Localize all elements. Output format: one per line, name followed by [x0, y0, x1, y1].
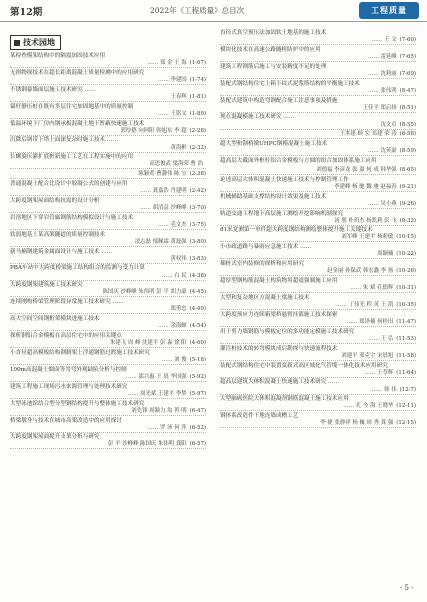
entry-authors-line [10, 289, 206, 297]
entry-page: (9-26) [399, 200, 416, 207]
entry-title: 沉降后调带下塔上面深复杂时施工技术 …… [10, 137, 119, 144]
toc-entry [10, 198, 206, 213]
toc-entry [220, 167, 416, 175]
entry-authors-line [10, 323, 206, 331]
entry-authors: …… 孔 今 海 王晓华 [343, 403, 394, 410]
entry-page: (10-15) [396, 234, 416, 241]
entry-page: (12-11) [396, 403, 416, 410]
entry-title: 钢体系改造件下地连墙成槽工艺 [220, 413, 299, 420]
entry-page: (10-22) [396, 251, 416, 258]
toc-entry [10, 265, 206, 280]
toc-entry [10, 87, 206, 102]
entry-authors: …… 丁伟光 程 英 王 凯 [336, 302, 394, 309]
entry-authors-line [220, 285, 416, 293]
toc-entry [10, 104, 206, 119]
entry-page: (8-59) [399, 148, 416, 155]
entry-page: (9-32) [399, 217, 416, 224]
toc-entry [10, 316, 206, 331]
toc-entry [220, 278, 416, 293]
entry-title: 超高层建筑大体积混凝土快速施工技术研究 …… [220, 379, 340, 386]
entry-authors-line [220, 336, 416, 344]
entry-page: (6-57) [189, 441, 206, 448]
toc-entry [10, 121, 206, 136]
toc-entry [220, 261, 416, 276]
toc-entry [220, 158, 416, 165]
entry-page: (5-18) [189, 357, 206, 364]
entry-authors-line [10, 391, 206, 399]
entry-title: 建筑工程钢筋后施工与安装精度不足的处理 [220, 63, 327, 70]
left-column [10, 30, 206, 451]
entry-authors-line [10, 145, 206, 153]
entry-authors: …… 胡清益 沙峰峰 [140, 205, 187, 212]
toc-list-right [220, 30, 416, 428]
entry-title: 超高层大截面外框柱铝合金模板与方圆的组合加固体系施工应用 [220, 158, 377, 165]
entry-authors: 赵金丽 孙保武 韩宏鑫 李 扬 [327, 268, 394, 275]
entry-authors: 沈文卓 [380, 121, 397, 128]
toc-entry [220, 329, 416, 344]
section-heading: 技术园地 [10, 35, 61, 50]
entry-authors: …… 毛文杰 [158, 221, 187, 228]
entry-authors-line [220, 167, 416, 175]
entry-title: 现在混凝模施工技术研究 …… [220, 114, 295, 121]
entry-title: 某检查模架结构中的隔震加固技术应用 [10, 53, 106, 59]
entry-authors-line [220, 218, 416, 226]
toc-entry [10, 434, 206, 449]
entry-title: 连续刚构桥梁管理阶段异常施工技术研究 …… [10, 299, 124, 306]
entry-page: (8-55) [399, 121, 416, 128]
entry-authors-line [220, 251, 416, 259]
entry-authors: 刘建平 邓克宇 宋晨旭 [341, 352, 394, 359]
entry-authors-line [220, 71, 416, 79]
entry-page: (7-65) [399, 53, 416, 60]
entry-authors: 李 捷 张静祥 杨 巍 琼 秀 龚 强 [320, 420, 394, 427]
toc-entry [10, 249, 206, 264]
entry-title: 大跨度钢架屋面提升支架分析与研究 [10, 434, 100, 441]
entry-authors-line [220, 54, 416, 62]
entry-title: 灌注桩技术的转弯模块成后勘探与快速流程技术 [220, 345, 338, 352]
entry-title: 锚杆静压桩在既有多层住宅加固地基中的质量控制 [10, 103, 134, 110]
entry-title: 软弱地基上某高架隧道的质量控制技术 [10, 231, 106, 238]
entry-page: (10-31) [396, 285, 416, 292]
entry-authors: 黄海彬 [170, 144, 187, 151]
entry-page: (6-47) [189, 407, 206, 414]
square-bullet-icon [14, 40, 20, 46]
entry-authors: …… 王苓辉 [364, 369, 394, 376]
entry-title: 大跨度钢架建筑施工技术研究 [10, 282, 83, 289]
toc-entry [220, 413, 416, 428]
entry-page: (11-53) [396, 335, 416, 342]
entry-authors: …… 邵兴惠 王 晨 李国强 [125, 373, 187, 380]
toc-list-left [10, 53, 206, 449]
entry-page: (11-47) [396, 318, 416, 325]
toc-entry [10, 333, 206, 348]
toc-entry [10, 215, 206, 230]
entry-authors: …… 白 民 [161, 272, 187, 279]
entry-authors: …… 周光斌 王建平 李梦 [127, 390, 187, 397]
entry-authors: …… 刘 俊 [161, 357, 187, 364]
entry-title: 新马楠钢建筑金属面设计与施工技术 …… [10, 248, 113, 255]
entry-authors: …… 龚嘉浩 肖建明 [140, 188, 187, 195]
entry-page: (10-35) [396, 302, 416, 309]
entry-title: 机械辅助基础支撑结构设计效果及施工技术 [220, 193, 327, 200]
entry-authors: 郑勇忠 [170, 306, 187, 313]
entry-title: 无损物探技术在超长距离混凝土质量检测中的应用研究 [10, 69, 145, 76]
entry-page: (7-69) [399, 70, 416, 77]
entry-title: 桥梁墩身与技术在城市高架改造中的应用探讨 [10, 417, 122, 424]
entry-authors: …… 韩 伟 [371, 386, 397, 393]
entry-authors-line [220, 37, 416, 45]
toc-entry [10, 137, 206, 152]
entry-page: (8-65) [399, 166, 416, 173]
toc-entry [10, 171, 206, 179]
entry-authors: …… 吴小燕 [368, 200, 397, 207]
entry-authors-line [10, 408, 206, 416]
entry-authors: …… 郑泽楠 何桂田 [346, 318, 394, 325]
entry-authors: 王佳平 郑启扬 [362, 104, 397, 111]
entry-page: (12-15) [396, 420, 416, 427]
entry-page: (3-80) [189, 238, 206, 245]
toc-entry [220, 295, 416, 310]
entry-page: (3-70) [189, 205, 206, 212]
entry-page: (4-38) [189, 272, 206, 279]
entry-authors-line [220, 88, 416, 96]
toc-entry [220, 211, 416, 226]
toc-entry [220, 363, 416, 378]
entry-page: (3-75) [189, 221, 206, 228]
entry-authors-line [10, 306, 206, 314]
entry-authors-line [10, 441, 206, 449]
entry-page: (1-89) [189, 110, 206, 117]
entry-title: 装配式钢结构住宅上箱下纹式泥浆筋结构的平衡施工技术 [220, 80, 360, 87]
entry-title: 大型泳池馆结合型分型钢结构提升与整体施工技术研究 [10, 400, 145, 407]
entry-title: 长螺旋压灌扩底桩新施工工艺在工程实施中的应用 [10, 154, 134, 161]
entry-page: (1-81) [189, 93, 206, 100]
entry-title: 直径式真空预压法加固软土地基的施工技术 [220, 30, 327, 36]
entry-authors-line [220, 403, 416, 411]
entry-authors: …… 王 文 [371, 37, 397, 44]
entry-authors: 李建峰 杨 驰 魏 驰 赵福春 [334, 183, 397, 190]
toc-entry [10, 70, 206, 85]
entry-authors-line [220, 201, 416, 209]
toc-entry [220, 30, 416, 45]
entry-page: (11-58) [396, 352, 416, 359]
toc-entry [220, 379, 416, 394]
toc-entry [220, 81, 416, 96]
toc-entry [220, 47, 416, 62]
entry-authors: …… 余海鲸 [158, 323, 187, 330]
entry-title: 小直径超高模板结构钢制架上浮通钢筋过渡施工技术研究 [10, 349, 150, 356]
entry-title: 大型肺癌医院大体积混凝剂钢筋混凝土施工技术应用 [220, 396, 349, 403]
entry-title: 100m高混凝土烟囱等弯弯外观缺陷分析与控制 [10, 366, 127, 373]
entry-authors: …… 罗 沛 何 萍 [147, 424, 187, 431]
toc-entry [10, 282, 206, 297]
entry-authors-line [10, 161, 206, 169]
entry-authors: 刘先锋 周颖力 翁 苒 明 [131, 407, 187, 414]
entry-authors: 凌志磊 郁佩霖 黄磊强 [134, 238, 187, 245]
entry-title: 插桩式室内装修的探析和应用研究 [220, 261, 304, 268]
entry-authors-line [220, 370, 416, 378]
toc-entry [10, 299, 206, 314]
entry-authors: 彭 平 沙峰峰 陈国庆 朱伟明 龚阳 [108, 441, 187, 448]
entry-title: 岩溶地区下穿岩管廊钢筋结构模拟设计与施工技术 [10, 214, 134, 221]
entry-title: 小市政道路与暴雨应急施工技术 …… [220, 244, 312, 251]
entry-title: 论述高层大体积混凝土快速施工技术与控制管理工作 [220, 176, 349, 183]
entry-title: 低温环境下厂房内钢承板混凝土地下暂蔽快速施工技术 [10, 120, 145, 127]
entry-page: (3-83) [189, 255, 206, 262]
entry-authors-line [220, 387, 416, 395]
entry-authors-line [220, 319, 416, 327]
entry-authors-line [220, 302, 416, 310]
entry-page: (5-97) [189, 390, 206, 397]
entry-page: (8-58) [399, 131, 416, 138]
entry-authors-line [220, 105, 416, 113]
entry-title: 模块化技术在高速公路隧桥防护中的应用 [220, 46, 321, 53]
entry-authors-line [10, 188, 206, 196]
entry-authors-line [10, 340, 206, 348]
entry-page: (9-21) [399, 183, 416, 190]
toc-entry [10, 350, 206, 365]
entry-title: 超厚型钢构筋混凝土构筑物用超震强制施工应用 [220, 278, 338, 285]
entry-title: 装配式钢结构住宅中装置变新式高区域化气管缆一体化技术应用研究 [220, 362, 388, 369]
toc-entry [10, 401, 206, 416]
entry-authors: 朱建飞 周 峰 沈建平 彭 淼 徐 阳 [109, 340, 187, 347]
page-header [0, 0, 427, 22]
entry-authors-line [220, 148, 416, 156]
entry-authors: …… 雷延峰 [368, 53, 397, 60]
toc-entry [10, 367, 206, 382]
entry-page: (7-60) [399, 37, 416, 44]
running-title: 2022年《工程质量》总目次 [150, 6, 245, 15]
entry-page: (2-42) [189, 188, 206, 195]
entry-authors-line [10, 94, 206, 102]
toc-entry [10, 53, 206, 68]
entry-authors-line [220, 131, 416, 139]
entry-authors-line [10, 111, 206, 119]
entry-authors-line [10, 357, 206, 365]
entry-authors: 刘军峰 王建平 杨莉敏 [341, 234, 394, 241]
entry-page: (8-51) [399, 104, 416, 111]
entry-title: 大跨度钢架屋面结构抗震的设计分析 [10, 197, 100, 204]
toc-entry [220, 177, 416, 192]
entry-authors-line [10, 374, 206, 382]
entry-authors: 周颖楠 [377, 251, 394, 258]
entry-page: (1-67) [189, 60, 206, 67]
entry-title: 大跨度预应力连续箱梁桥悬臂挂篮施工技术探索 [220, 311, 338, 318]
entry-authors: 黄权伟 [170, 255, 187, 262]
entry-authors: …… 郑 金 王 海 [147, 60, 187, 67]
entry-authors-line [10, 171, 206, 179]
entry-title: 建筑工程施工现场污水来源管理与处理技术研究 [10, 383, 128, 390]
entry-authors-line [10, 256, 206, 264]
entry-authors: …… 李建国 [158, 76, 187, 83]
entry-title: 不锈钢幕墙面层施工技术研究 …… [10, 86, 96, 93]
entry-authors: …… 沈莉丽 [368, 70, 397, 77]
toc-entry [10, 384, 206, 399]
toc-entry [220, 98, 416, 113]
toc-entry [10, 181, 206, 196]
toc-entry [220, 312, 416, 327]
entry-page: (4-45) [189, 289, 206, 296]
toc-entry [220, 244, 416, 259]
entry-authors: …… 张伟鸿 [368, 87, 397, 94]
entry-page: (1-74) [189, 76, 206, 83]
entry-title: PBA车站中大跨度桥梁施工结构组合的监测与受力计算 [10, 265, 145, 272]
toc-entry [220, 396, 416, 411]
entry-authors: 高思俊武 梁海荣 曹 浩 [149, 161, 203, 168]
journal-logo: 工程质量 [359, 2, 419, 19]
toc-entry [220, 64, 416, 79]
entry-authors: 汤 朋 朴玥杰 杨凯莉 彭 飞 [334, 217, 397, 224]
entry-authors-line [220, 353, 416, 361]
entry-authors-line [10, 60, 206, 68]
entry-page: (5-92) [189, 373, 206, 380]
entry-page: (10-26) [396, 268, 416, 275]
entry-authors: …… 朱 斌 孔德辉 [350, 285, 394, 292]
entry-title: 轨道交通工程地下高层施工测绘开挖影响机制探究 [220, 210, 344, 217]
entry-page: (6-52) [189, 424, 206, 431]
toc-entry [220, 131, 416, 139]
toc-entry [10, 154, 206, 169]
entry-title: 超大型和钢桥墩UHPC钢模混凝土施工技术 [220, 141, 328, 148]
entry-authors-line [10, 222, 206, 230]
entry-authors-line [10, 273, 206, 281]
page-number: · 5 · [400, 584, 414, 592]
entry-authors: …… 沈英豪 [368, 148, 397, 155]
toc-entry [220, 141, 416, 156]
entry-authors: …… 王 弘 [368, 335, 394, 342]
entry-title: 装配式建筑中构造弯钢配合施工注意事项及措施 [220, 97, 338, 104]
entry-page: (4-49) [189, 306, 206, 313]
entry-title: 大型和复杂地区方混凝土梁施工技术 [220, 294, 310, 301]
entry-authors: 陈颖莺 曹瀞伟 陈 宝 [138, 171, 187, 178]
entry-authors: 刘德福 李彦龙 张 嘉 何 成 韩华强 [316, 166, 397, 173]
entry-title: 用于剪力墙钢筋与模板定位的多功能定模施工技术研究 [220, 328, 355, 335]
toc-entry [220, 194, 416, 209]
entry-authors: 王春辉 [170, 93, 187, 100]
entry-page: (11-64) [396, 369, 416, 376]
entry-page: (4-54) [189, 323, 206, 330]
entry-authors-line [220, 122, 416, 130]
entry-page: (8-47) [399, 87, 416, 94]
toc-entry [10, 232, 206, 247]
toc-entry [220, 114, 416, 129]
entry-title: 探析钢铝合金模板在高层住宅中的应用关键点 [10, 333, 122, 340]
entry-title: 81米宽测第一单件超大跨度钢结构测绘整体提升施工关键技术 [220, 227, 373, 234]
toc-entry [220, 227, 416, 242]
entry-authors-line [220, 268, 416, 276]
entry-authors-line [220, 234, 416, 242]
entry-authors-line [10, 77, 206, 85]
entry-authors-line [10, 205, 206, 213]
entry-page: (4-60) [189, 340, 206, 347]
entry-authors: …… 王铭文 [158, 110, 187, 117]
entry-authors-line [10, 128, 206, 136]
entry-title: 高大空间空间钢桁架模块进施工技术 [10, 316, 100, 323]
entry-page: (2-32) [189, 144, 206, 151]
entry-page: (2-38) [189, 171, 206, 178]
entry-authors: 陈国庆 沙峰峰 朱伟明 彭 平 胡力豪 [102, 289, 187, 296]
entry-authors-line [10, 239, 206, 247]
entry-authors-line [220, 184, 416, 192]
entry-title: 普通混凝土配合比设计中胶凝公式的创建与应用 [10, 181, 128, 188]
entry-authors: 郭厚德 向阿阳 韩旭东 李 超 [120, 127, 187, 134]
entry-authors: 王本建 顾 宏 邓建 荣 涛 [339, 131, 397, 138]
entry-page: (12-7) [399, 386, 416, 393]
entry-page: (2-28) [189, 127, 206, 134]
toc-entry [10, 418, 206, 433]
entry-authors-line [10, 425, 206, 433]
right-column [220, 30, 416, 430]
entry-authors-line [220, 420, 416, 428]
issue-number: 第12期 [10, 7, 43, 18]
toc-entry [220, 346, 416, 361]
